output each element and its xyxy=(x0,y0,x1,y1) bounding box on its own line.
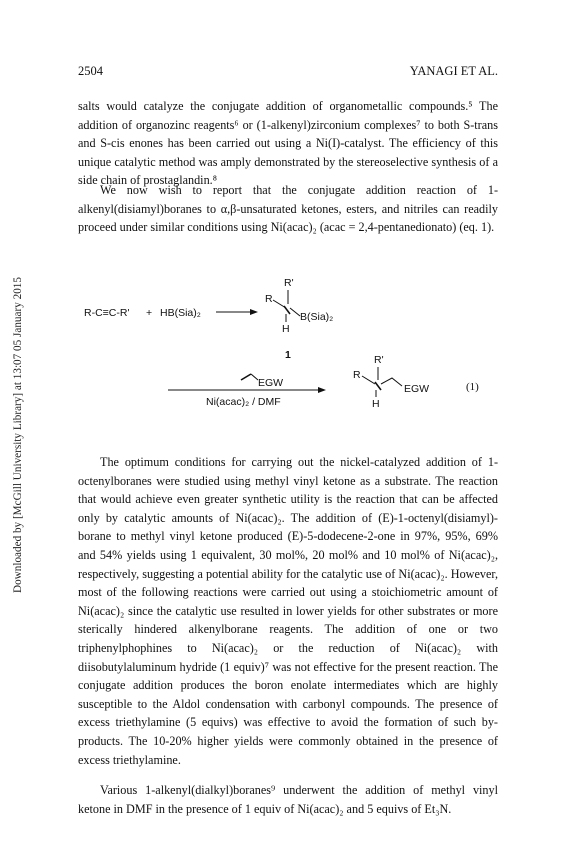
double-bond xyxy=(284,306,290,314)
paragraph-report xyxy=(78,181,498,237)
running-head: YANAGI ET AL. xyxy=(409,64,498,78)
paragraph-1-text: salts would catalyze the conjugate addition of organometallic compounds.⁵ The addition of organozinc reagents⁶ or (1-alkenyl)zirconium complexes⁷ to both S-trans and S-cis enones has been carried out using a Ni(I)-catalyst. The efficiency of this unique catalytic method was amply demonstrated by the stereoselective synthesis of a side chain of prostaglandin.⁸ xyxy=(78,99,498,188)
reactant-borane: HB(Sia)₂ xyxy=(160,307,201,319)
final-h: H xyxy=(372,398,380,410)
reaction-scheme xyxy=(78,270,498,445)
product-h: H xyxy=(282,323,290,335)
final-r-prime: R' xyxy=(374,354,384,366)
vinyl-single-bond xyxy=(251,374,258,380)
page-number: 2504 xyxy=(78,64,103,78)
final-egw: EGW xyxy=(404,383,430,395)
final-chain xyxy=(381,378,402,386)
final-double-bond xyxy=(375,382,381,390)
download-watermark: Downloaded by [McGill University Library] at 13:07 05 January 2015 xyxy=(12,277,24,593)
equation-label: (1) xyxy=(466,381,479,393)
vinyl-double-bond xyxy=(241,374,251,380)
product-r-prime: R' xyxy=(284,277,294,289)
final-bond-r xyxy=(362,376,375,384)
page-header xyxy=(78,64,498,80)
reagent-nickel: Ni(acac)₂ / DMF xyxy=(206,396,281,408)
reactant-alkyne: R-C≡C-R' xyxy=(84,307,130,319)
paragraph-4-text: Various 1-alkenyl(dialkyl)boranes⁹ underwent the addition of methyl vinyl ketone in DMF in the presence of 1 equiv of Ni(acac)₂ and 5 equivs of Et₃N. xyxy=(78,783,498,816)
reaction-scheme-svg xyxy=(78,270,498,445)
final-r: R xyxy=(353,369,361,381)
product-boron: B(Sia)₂ xyxy=(300,311,334,323)
paragraph-3-text: The optimum conditions for carrying out the nickel-catalyzed addition of 1-octenylboranes were studied using methyl vinyl ketone as a substrate. The reaction that would achieve even greater synthetic utility is the reaction that can be affected only by catalytic amounts of Ni(acac)₂. The addition of (E)-1-octenyl(disiamyl)-borane to methyl vinyl ketone produced (E)-5-dodecene-2-one in 97%, 95%, 69% and 54% yields using 1 equivalent, 30 mol%, 20 mol% and 10 mol% of Ni(acac)₂, respectively, suggesting a potential ability for the catalytic use of Ni(acac)₂. However, most of the following reactions were carried out using a stoichiometric amount of Ni(acac)₂ since the catalytic use resulted in lower yields for other substrates or more sterically hindered alkenylborane reagents. The addition of one or two triphenylphophines to Ni(acac)₂ or the reduction of Ni(acac)₂ with diisobutylaluminum hydride (1 equiv)⁷ was not effective for the present reaction. The conjugate addition produces the boron enolate intermediates which are highly susceptible to the Aldol condensation with carbonyl compounds. The presence of excess triethylamine (5 equivs) was effective to avoid the formation of such by-products. The 10-20% higher yields were commonly obtained in the presence of excess triethylamine. xyxy=(78,455,498,767)
paragraph-2-text: We now wish to report that the conjugate addition reaction of 1-alkenyl(disiamyl)boranes to α,β-unsaturated ketones, esters, and nitriles can readily proceed under similar conditions using Ni(acac)₂ (acac = 2,4-pentanedionato) (eq. 1). xyxy=(78,183,498,235)
compound-number: 1 xyxy=(285,349,291,361)
product-r: R xyxy=(265,293,273,305)
plus-sign: + xyxy=(146,307,153,319)
arrowhead-conjugate-addition xyxy=(318,387,326,393)
paragraph-intro xyxy=(78,97,498,190)
paragraph-various xyxy=(78,781,498,818)
reagent-egw: EGW xyxy=(258,377,284,389)
bond-boron xyxy=(290,308,300,316)
arrowhead-hydroboration xyxy=(250,309,258,315)
paragraph-conditions xyxy=(78,453,498,769)
